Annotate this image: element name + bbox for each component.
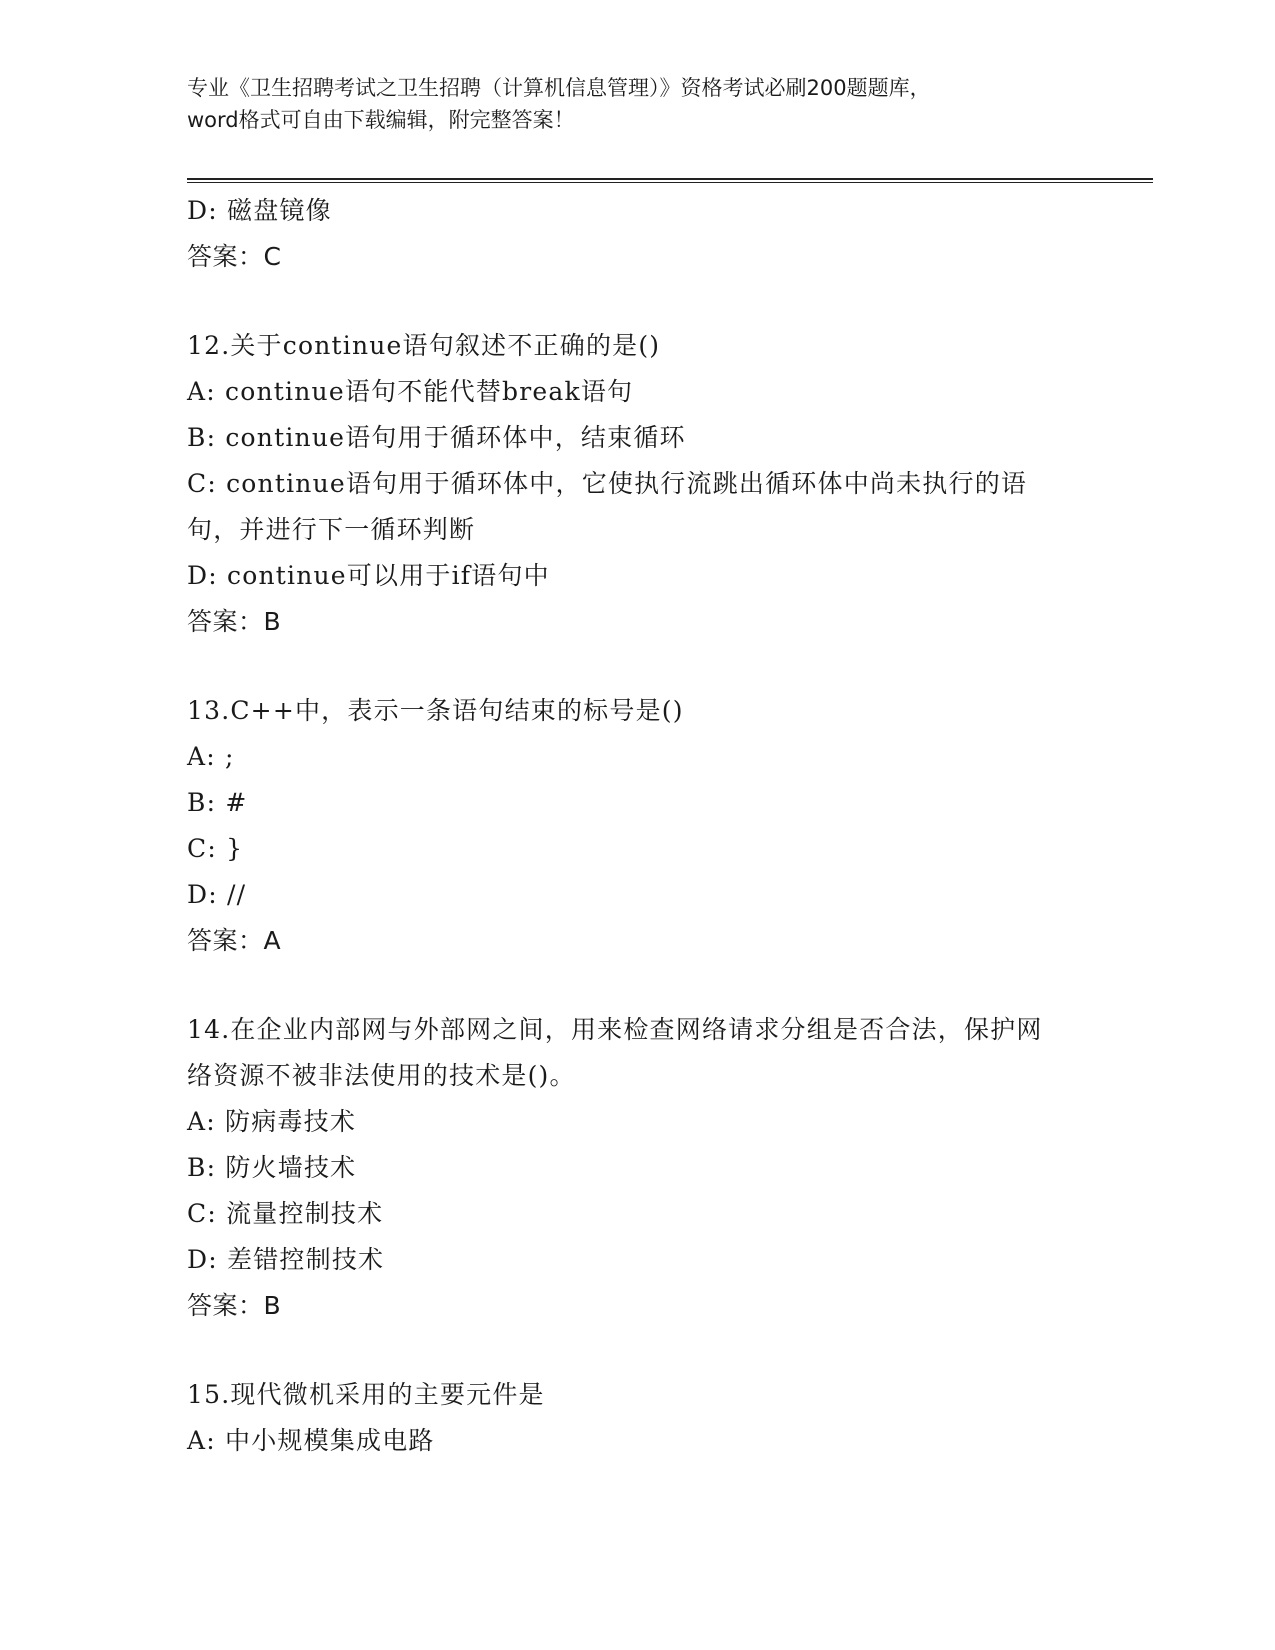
question-block bbox=[187, 323, 1087, 645]
question-text: 14.在企业内部网与外部网之间，用来检查网络请求分组是否合法，保护网络资源不被非法使用的技术是()。 bbox=[187, 1015, 1043, 1090]
question-text: 12.关于continue语句叙述不正确的是() bbox=[187, 331, 661, 360]
option-c: C: } bbox=[187, 834, 244, 863]
option-d: D: continue可以用于if语句中 bbox=[187, 561, 550, 590]
question-block bbox=[187, 1372, 1087, 1464]
question-text: 13.C++中，表示一条语句结束的标号是() bbox=[187, 696, 684, 725]
header-divider-thin bbox=[187, 182, 1153, 183]
question-text: 15.现代微机采用的主要元件是 bbox=[187, 1380, 545, 1409]
option-a: A: continue语句不能代替break语句 bbox=[187, 377, 634, 406]
option-d: D: // bbox=[187, 880, 247, 909]
option-b: B: # bbox=[187, 788, 248, 817]
option-a: A: 防病毒技术 bbox=[187, 1107, 357, 1136]
question-block bbox=[187, 1007, 1087, 1329]
header-line-1: 专业《卫生招聘考试之卫生招聘（计算机信息管理）》资格考试必刷200题题库， bbox=[187, 76, 931, 100]
answer-line: 答案：B bbox=[187, 1291, 282, 1320]
header-divider-thick bbox=[187, 178, 1153, 180]
option-c: C: continue语句用于循环体中，它使执行流跳出循环体中尚未执行的语句，并进行下一循环判断 bbox=[187, 469, 1028, 544]
option-b: B: 防火墙技术 bbox=[187, 1153, 357, 1182]
option-c: C: 流量控制技术 bbox=[187, 1199, 384, 1228]
question-list bbox=[187, 188, 1087, 1464]
option-d: D: 差错控制技术 bbox=[187, 1245, 385, 1274]
answer-line: 答案：B bbox=[187, 607, 282, 636]
page-header bbox=[187, 72, 1087, 136]
answer-line: 答案：A bbox=[187, 926, 282, 955]
option-a: A: ; bbox=[187, 742, 235, 771]
option-b: B: continue语句用于循环体中，结束循环 bbox=[187, 423, 686, 452]
question-block bbox=[187, 188, 1087, 280]
question-block bbox=[187, 688, 1087, 964]
answer-line: 答案：C bbox=[187, 242, 282, 271]
option-a: A: 中小规模集成电路 bbox=[187, 1426, 435, 1455]
option-d: D: 磁盘镜像 bbox=[187, 196, 332, 225]
header-line-2: word格式可自由下载编辑，附完整答案！ bbox=[187, 108, 575, 132]
